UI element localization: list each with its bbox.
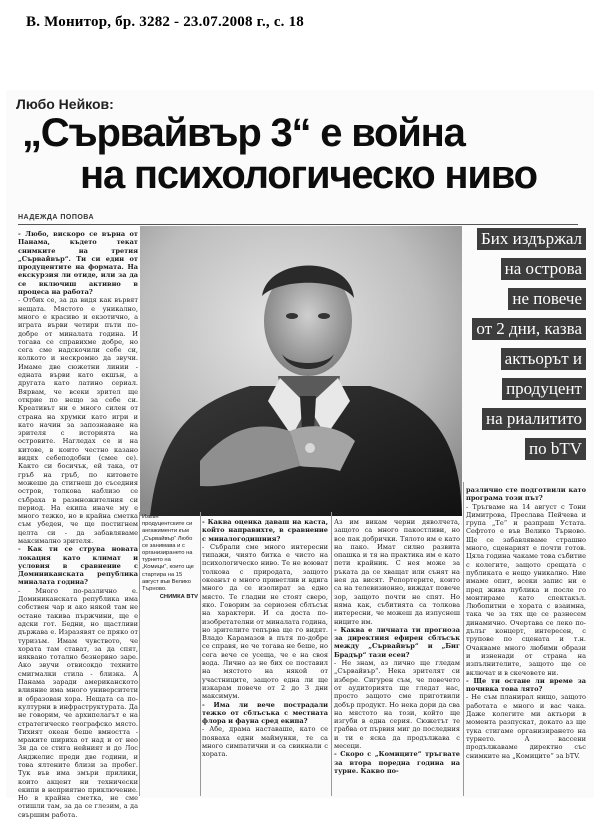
article-column-1: [202, 518, 328, 796]
interview-question: - Каква е личната ти прогноза за директния ефирен сблъсък между „Сървайвър“ и „Биг Брадър“ тази есен?: [334, 625, 460, 659]
interview-question: различно сте подготвили като програма този път?: [466, 486, 586, 503]
interview-answer: - Абе, драма наставаше, като се появаха едни маймунки, те са много симпатични и са свикнали с хората.: [202, 725, 328, 759]
interview-question: - Скоро с „Комиците“ тръгвате за втора поредна година на турне. Какво по-: [334, 750, 460, 775]
pull-quote-line: от 2 дни, казва: [472, 318, 586, 340]
interview-answer: - Не съм планирал нищо, защото работата е много и вас чака. Даже колегите ми актьори в момента разпускат, докато аз ще тука стигаме организирането на турнето. А вассени продължаваме директно със снимките на „Комиците“ за bTV.: [466, 693, 586, 760]
newspaper-clipping: [6, 90, 594, 819]
header-divider: [18, 224, 578, 225]
portrait-photo-illustration: [140, 226, 462, 516]
newspaper-source-line: В. Монитор, бр. 3282 - 23.07.2008 г., с. 18: [26, 14, 304, 30]
article-byline: Любо Нейков:: [16, 96, 114, 112]
article-photo: [140, 226, 462, 516]
column-divider: [463, 482, 464, 796]
interview-answer: - Тръгваме на 14 август с Тони Димитрова, Преслава Пейчева и група „Те“ и разпраш Устата. Сефтото е във Велико Търново. Ще се забавляваме страшно много, сценарият е почти готов. Цяла година чакаме това събитие с колегите, защото срещата с публиката е нещо уникално. Ние имаме опит, всеки запис ни е пред жива публика и после го монтираме като спектакъл. Любопитни е хората с взаимна, така че за тях ще се разнесем динамично. Очертава се леко по-дълъг концерт, интересен, с трупове по сцената и т.н. Очакваме много любими образи и изненади от страна на изпълнителите, защото ще се включат и в скечовете ни.: [466, 502, 586, 677]
article-column-3: [466, 486, 586, 796]
pull-quote-line: не повече: [508, 288, 586, 310]
pull-quote-line: Бих издържал: [477, 228, 586, 250]
interview-question: - Има ли вече пострадали тежко от сблъсъка с местната флора и фауна сред екипа?: [202, 700, 328, 726]
photo-caption: [142, 514, 198, 601]
column-divider: [139, 512, 140, 796]
pull-quote-line: по bTV: [525, 438, 586, 460]
column-divider: [200, 512, 201, 796]
interview-answer: - Не знам, аз лично ще гледам „Сървайвър“. Нека зрителят си избере. Сигурен съм, че повечето от аудиторията ще гледат нас, просто защото сме приготвили добър продукт. Но нека дори да сва на мястото на този, който ще изгуби в една серия. Сюжетът те грабва от първия миг до последния и ти е яска да продължава с месеци.: [334, 659, 460, 751]
pull-quote-line: на острова: [501, 258, 586, 280]
article-headline: [22, 112, 537, 196]
pull-quote-line: на риалитито: [482, 408, 586, 430]
headline-line-1: „Сървайвър 3“ е война: [22, 111, 465, 155]
interview-question: - Как ти се струва новата локация като климат и условия в сравнение с Доминиканската република миналата година?: [18, 545, 138, 587]
interview-question: - Ще ти остане ли време за почивка това лято?: [466, 676, 586, 694]
article-column-2: [334, 518, 460, 796]
headline-line-2: на психологическо ниво: [80, 153, 537, 197]
article-author: НАДЕЖДА ПОПОВА: [18, 214, 95, 221]
interview-answer: Аз им викам черни дяволчета, защото са много пакостливи, но все пак добрички. Тялото им е като на пако. Имат силно развита опашка и тя на практика им е като пети крайник. С нея може за ръката да се хващат или сънят на нея да висят. Репортерите, които са на телевизионно, виждат повече зор, защото почти не спят. Но няма как, събитията са толкова интересни, че можеш да изпуснеш ниците им.: [334, 518, 460, 626]
photo-caption-text: Извън продуцентските си ангажименти към „Сървайвър“ Любо се занимава и с организирането на турнето на „Комици“, които ще стартира на 15 август във Велико Търново.: [142, 514, 194, 593]
interview-answer: - Събрали сме много интересни типажи, чиято битка е чисто на психологическо ниво. Те не воюват толкова с природата, защото океанът е много приветлив и вдига много да се изолират за едно място. Те гладни не стоят сверо, яко. Говорим за сериозен сблъсък на характери. И са доста по-изобретателни от миналата година, но зрителите тепърва ще го видят. Владо Карамазов в пътя по-добре се справя, не че тогава не беше, но сега вече се усеща, че е на своя вода. Лично аз не бих се поставил на мястото на някой от участниците, защото една ли ще изкарам повече от 2 до 3 дни максимум.: [202, 542, 328, 701]
pull-quote: [438, 228, 586, 476]
column-divider: [331, 512, 332, 796]
interview-answer: - Много по-различно е. Доминиканската република има собствен чар и ако някой там не остане такива пържчини, ще е адски гот. Бедни, но щастливи държава е. Изразявят се пряко от туризъм. Имам чувството, че хората там стават, за да спят, няквано тотално безнервно заре. Ако звучи отвисокдо техните смигмалки стила - близка. А Панама заради американското влияние има много университети и образован хора. Нещата са по-културни в инфраструктурата. Да не говорим, че архипелагът е на стратегическо географско място. Тихият океан беше вмността - мраките шириха от над и от нео Зя да се стига нейният и до Лос Анджелис преди две години, и това ялтените близи за пробег. Тук във има змъри прилики, които акцент ни технически екипи в неприятно приключение. Но в крайна сметка, не сме отишли там, за да се глезим, а да свършим работа.: [18, 586, 138, 819]
pull-quote-line: продуцент: [502, 378, 586, 400]
pull-quote-line: актьорът и: [501, 348, 586, 370]
photo-credit: СНИМКА BTV: [159, 594, 198, 601]
article-column-left: [18, 230, 138, 819]
interview-question: - Каква оценка даваш на каста, който направихте, в сравнение с миналогодишния?: [202, 518, 328, 543]
interview-answer: - Отбих се, за да видя как вървят нещата. Мястото е уникално, много е красиво и екзотично, а играта върви четири пъти по-добре от миналата година. И тогава се справихме добре, но сега сме надскочили себе си, колкото и нескромно да звучи. Имаме две сюжетни линии - едната върви като екшън, а другата като латино сериал. Вярвам, че всеки зрител ще открие по нещо за себе си. Креативът ни е много силен от страна на хрумки като игри и като начин за запознаване на зрителя с историята на островите. Нагледах се и на китове, в които честно казано видях себеподобни (смее се). Както си босичък, ей така, от гръб на гръб, по китовете можеше да стигнеш до съседния остров, толкова наблизо се събраха в размножителния си период. На екипа иначе му е много тежко, но в крайна сметка съм убеден, че ще постигнем целта си - да забавляваме максимално зрителя.: [18, 296, 138, 545]
interview-question: - Любо, вискоро се върна от Панама, където текат снимките на третия „Сървайвър“. Ти си един от продуцентите на формата. На екскурзия ли отиде, или за да се включиш активно в процеса на работа?: [18, 230, 138, 297]
